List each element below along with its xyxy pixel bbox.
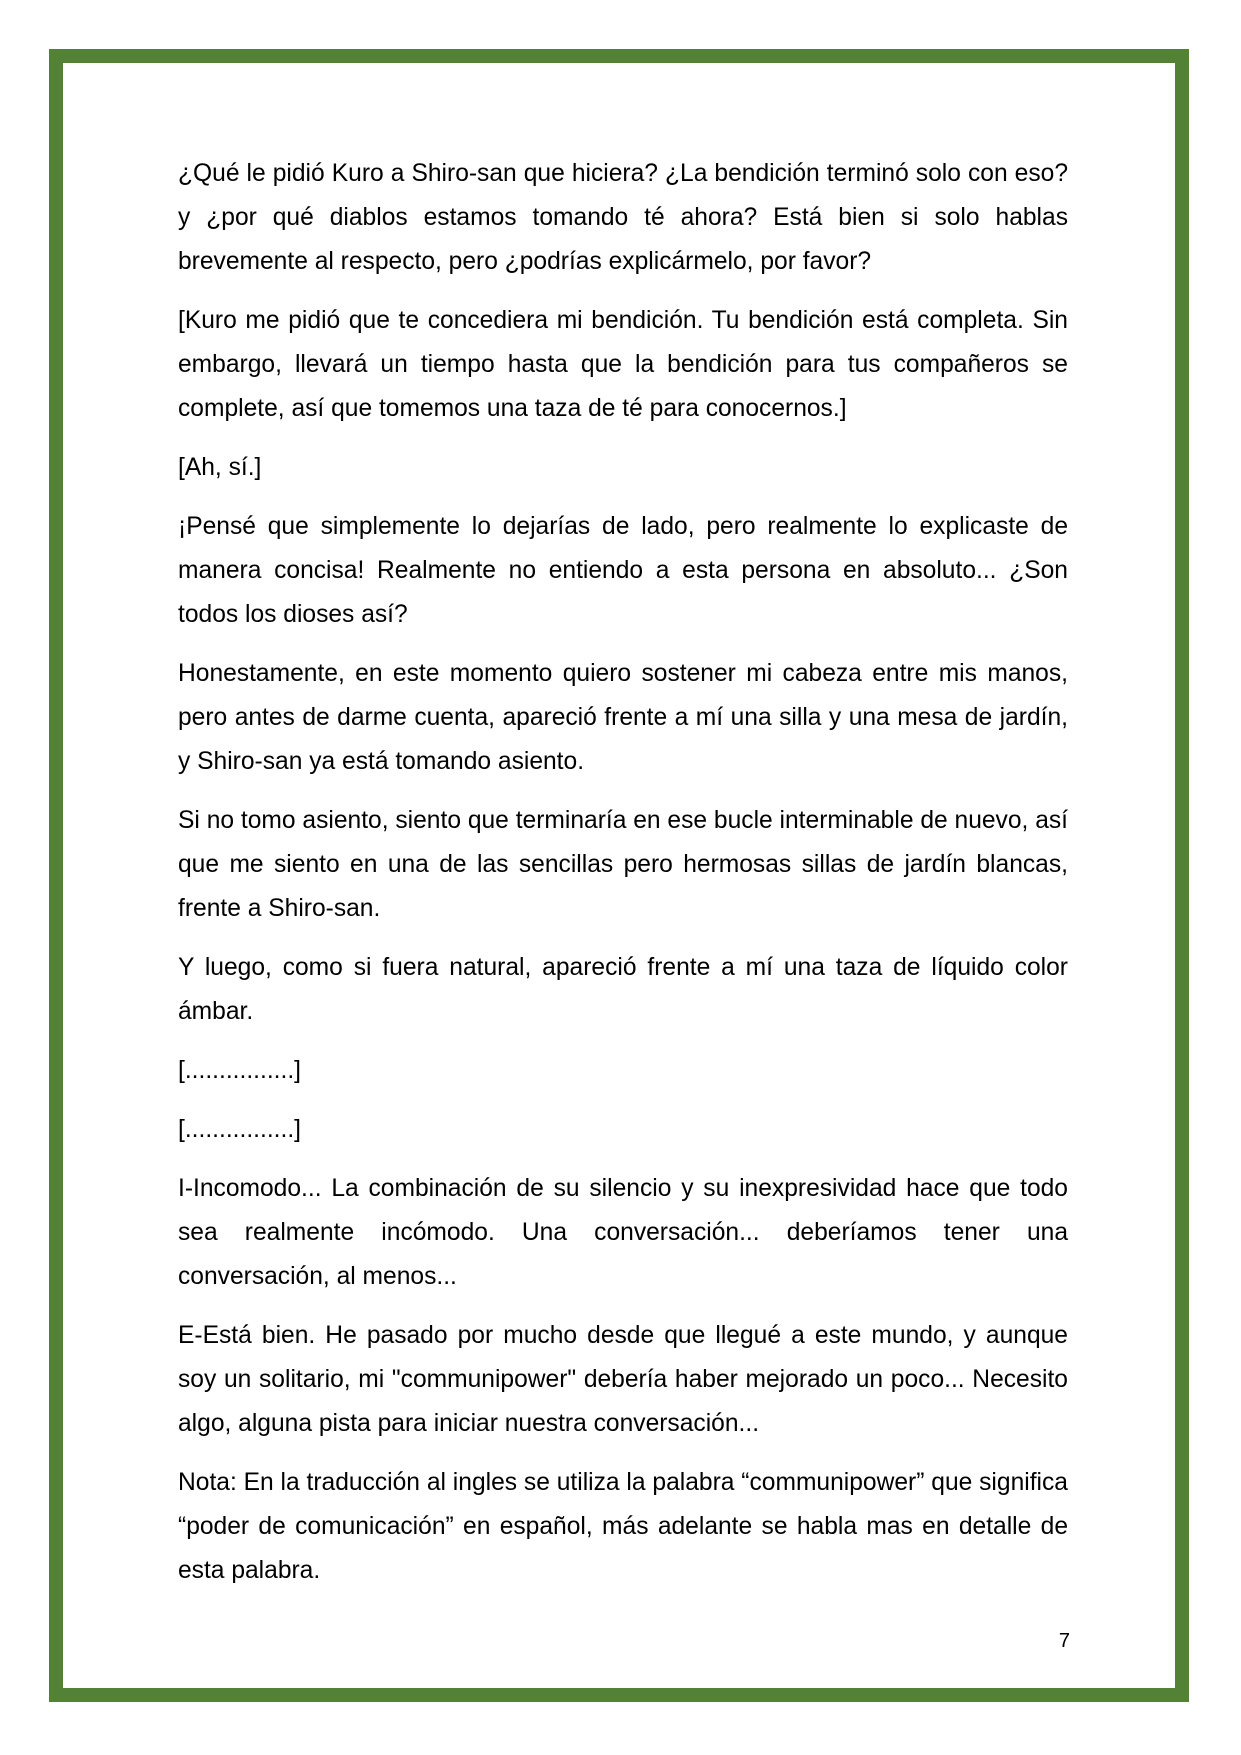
paragraph: [................] [178,1057,301,1084]
paragraph: ¿Qué le pidió Kuro a Shiro-san que hiciera? ¿La bendición terminó solo con eso? y ¿por qué diablos estamos tomando té ahora? Está bien si solo hablas brevemente al respecto, pero ¿podrías explicármelo, por favor? [178,160,1068,275]
paragraph: E-Está bien. He pasado por mucho desde que llegué a este mundo, y aunque soy un solitario, mi "communipower" debería haber mejorado un poco... Necesito algo, alguna pista para iniciar nuestra conversación... [178,1322,1068,1437]
paragraph: Nota: En la traducción al ingles se utiliza la palabra “communipower” que significa “poder de comunicación” en español, más adelante se habla mas en detalle de esta palabra. [178,1469,1068,1584]
paragraph: [Ah, sí.] [178,454,262,481]
paragraph: Honestamente, en este momento quiero sostener mi cabeza entre mis manos, pero antes de darme cuenta, apareció frente a mí una silla y una mesa de jardín, y Shiro-san ya está tomando asiento. [178,660,1068,775]
paragraph: [................] [178,1116,301,1143]
paragraph: Si no tomo asiento, siento que terminaría en ese bucle interminable de nuevo, así que me siento en una de las sencillas pero hermosas sillas de jardín blancas, frente a Shiro-san. [178,807,1069,922]
paragraph: ¡Pensé que simplemente lo dejarías de lado, pero realmente lo explicaste de manera concisa! Realmente no entiendo a esta persona en absoluto... ¿Son todos los dioses así? [178,513,1068,628]
paragraph: I-Incomodo... La combinación de su silencio y su inexpresividad hace que todo sea realmente incómodo. Una conversación... deberíamos tener una conversación, al menos... [178,1175,1068,1290]
page-body [178,152,1068,1608]
page-number: 7 [1058,1630,1070,1652]
paragraph: Y luego, como si fuera natural, apareció frente a mí una taza de líquido color ámbar. [178,954,1068,1025]
paragraph: [Kuro me pidió que te concediera mi bendición. Tu bendición está completa. Sin embargo, llevará un tiempo hasta que la bendición para tus compañeros se complete, así que tomemos una taza de té para conocernos.] [178,307,1068,422]
